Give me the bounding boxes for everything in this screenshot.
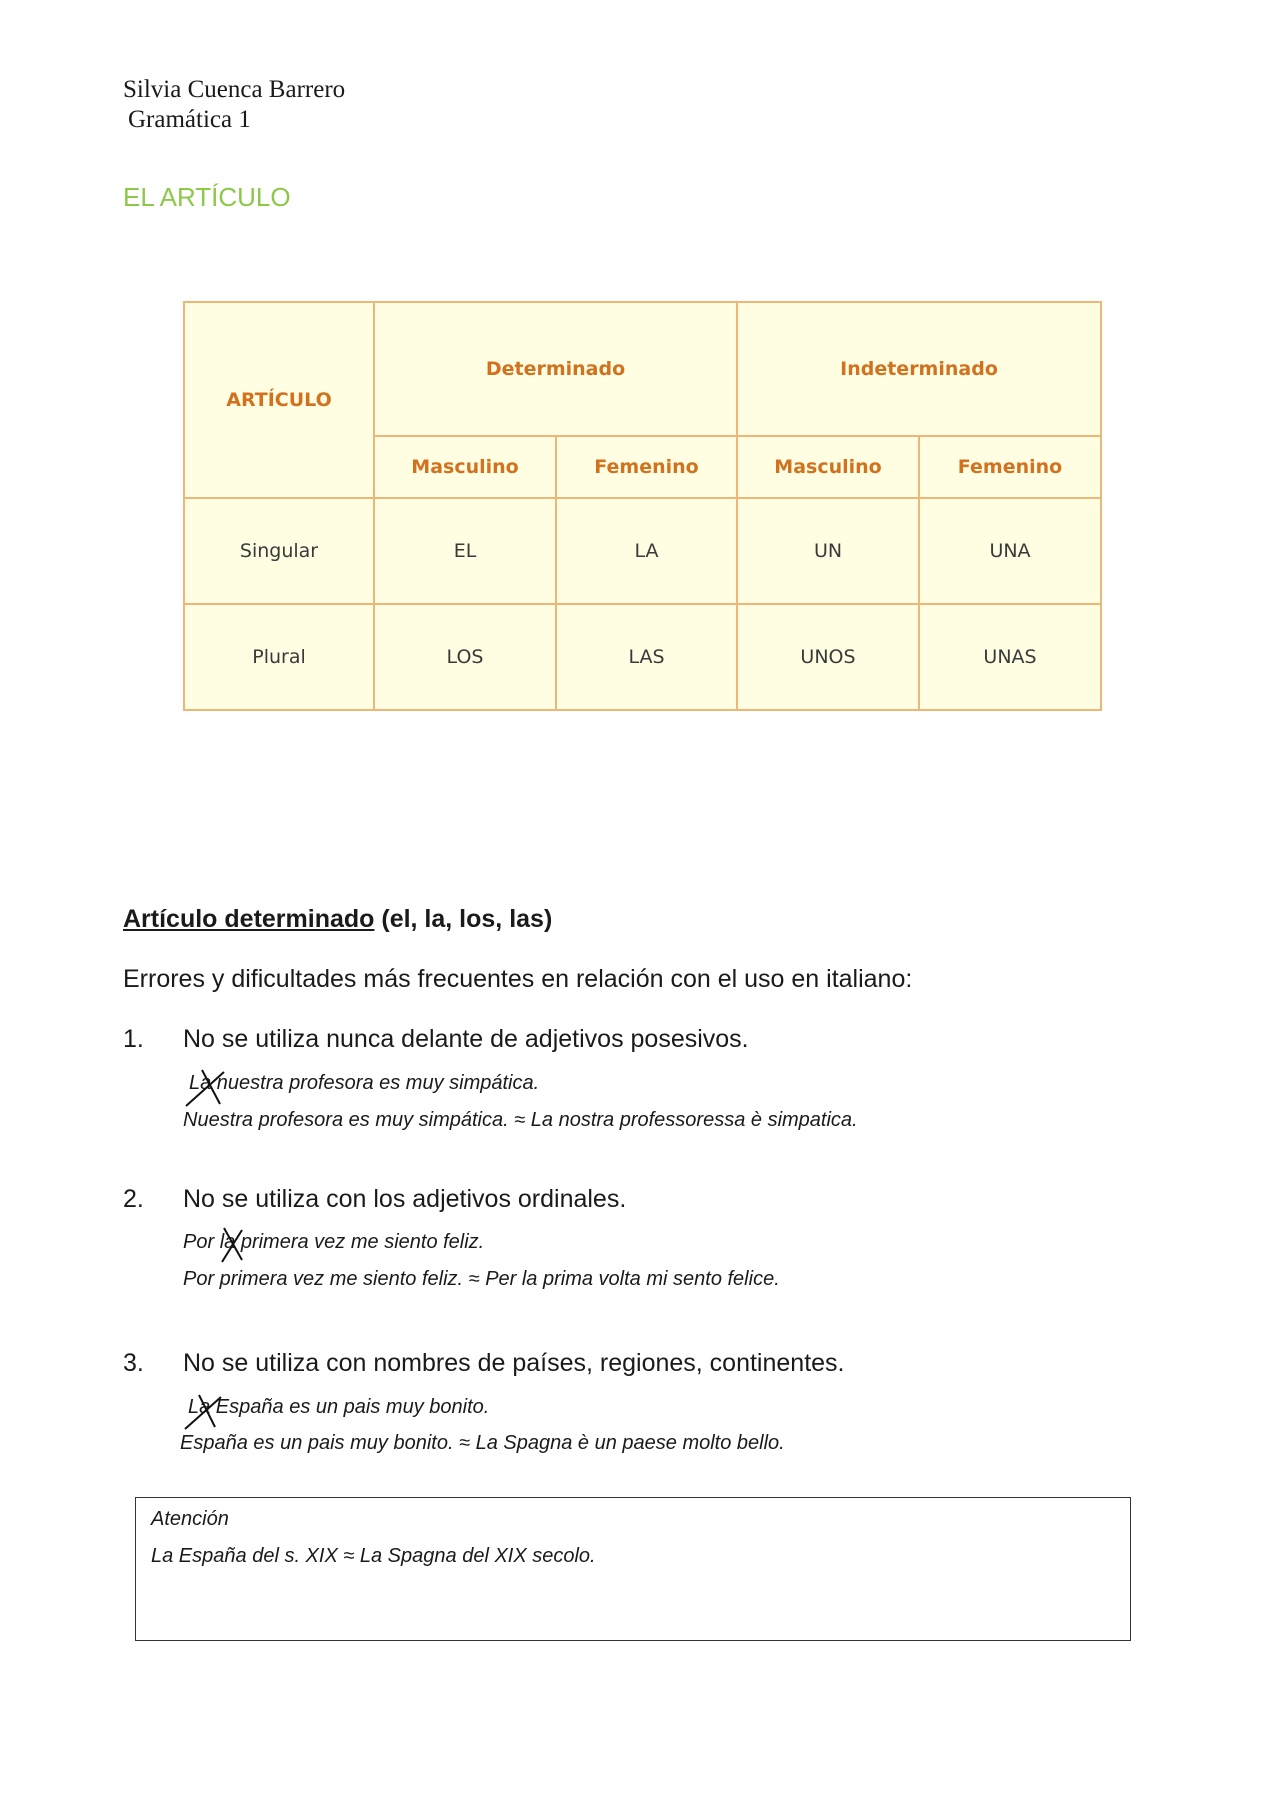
rule-number: 3.: [123, 1349, 144, 1377]
gender-header: Femenino: [919, 436, 1101, 498]
rule-text: No se utiliza con nombres de países, regiones, continentes.: [183, 1349, 845, 1377]
article-table: [183, 301, 1102, 711]
table-cell: UNAS: [919, 604, 1101, 710]
wrong-example-prefix: Por: [183, 1231, 220, 1253]
table-corner-header: ARTÍCULO: [184, 302, 374, 498]
header-determinado: Determinado: [374, 302, 737, 436]
attention-box: [135, 1497, 1131, 1641]
wrong-example-rest: primera vez me siento feliz.: [235, 1231, 485, 1253]
crossed-article: La: [189, 1072, 212, 1094]
table-cell: LA: [556, 498, 737, 604]
header-indeterminado: Indeterminado: [737, 302, 1101, 436]
row-label: Singular: [184, 498, 374, 604]
section-heading-rest: (el, la, los, las): [374, 905, 553, 933]
gender-header: Femenino: [556, 436, 737, 498]
table-cell: UNOS: [737, 604, 919, 710]
rule-number: 1.: [123, 1025, 144, 1053]
attention-example: La España del s. XIX ≈ La Spagna del XIX secolo.: [151, 1545, 596, 1567]
table-cell: LAS: [556, 604, 737, 710]
crossed-article: la: [219, 1231, 236, 1253]
wrong-example-rest: España es un pais muy bonito.: [210, 1396, 490, 1418]
rule-text: No se utiliza nunca delante de adjetivos posesivos.: [183, 1025, 749, 1053]
subject-line: Gramática 1: [128, 106, 251, 133]
rule-text: No se utiliza con los adjetivos ordinales.: [183, 1185, 627, 1213]
cross-out-mark: [181, 1391, 227, 1433]
section-intro: Errores y dificultades más frecuentes en relación con el uso en italiano:: [123, 965, 913, 993]
wrong-example: [188, 1396, 489, 1419]
table-cell: EL: [374, 498, 556, 604]
row-label: Plural: [184, 604, 374, 710]
rule-number: 2.: [123, 1185, 144, 1213]
table-row: [184, 604, 1101, 710]
cross-out-mark: [218, 1224, 246, 1266]
wrong-example-rest: nuestra profesora es muy simpática.: [211, 1072, 540, 1094]
correct-example: Por primera vez me siento feliz. ≈ Per la prima volta mi sento felice.: [183, 1268, 780, 1290]
gender-header: Masculino: [374, 436, 556, 498]
page-title: EL ARTÍCULO: [123, 182, 291, 212]
table-row: [184, 498, 1101, 604]
gender-header: Masculino: [737, 436, 919, 498]
attention-label: Atención: [151, 1508, 229, 1530]
section-heading-underlined: Artículo determinado: [123, 905, 375, 933]
author-name: Silvia Cuenca Barrero: [123, 76, 346, 103]
table-cell: LOS: [374, 604, 556, 710]
wrong-example: [189, 1072, 539, 1095]
section-heading: [123, 905, 552, 934]
correct-example: Nuestra profesora es muy simpática. ≈ La nostra professoressa è simpatica.: [183, 1109, 858, 1131]
correct-example: España es un pais muy bonito. ≈ La Spagna è un paese molto bello.: [180, 1432, 785, 1454]
table-cell: UNA: [919, 498, 1101, 604]
cross-out-mark: [182, 1066, 230, 1110]
crossed-article: La: [188, 1396, 211, 1418]
table-cell: UN: [737, 498, 919, 604]
